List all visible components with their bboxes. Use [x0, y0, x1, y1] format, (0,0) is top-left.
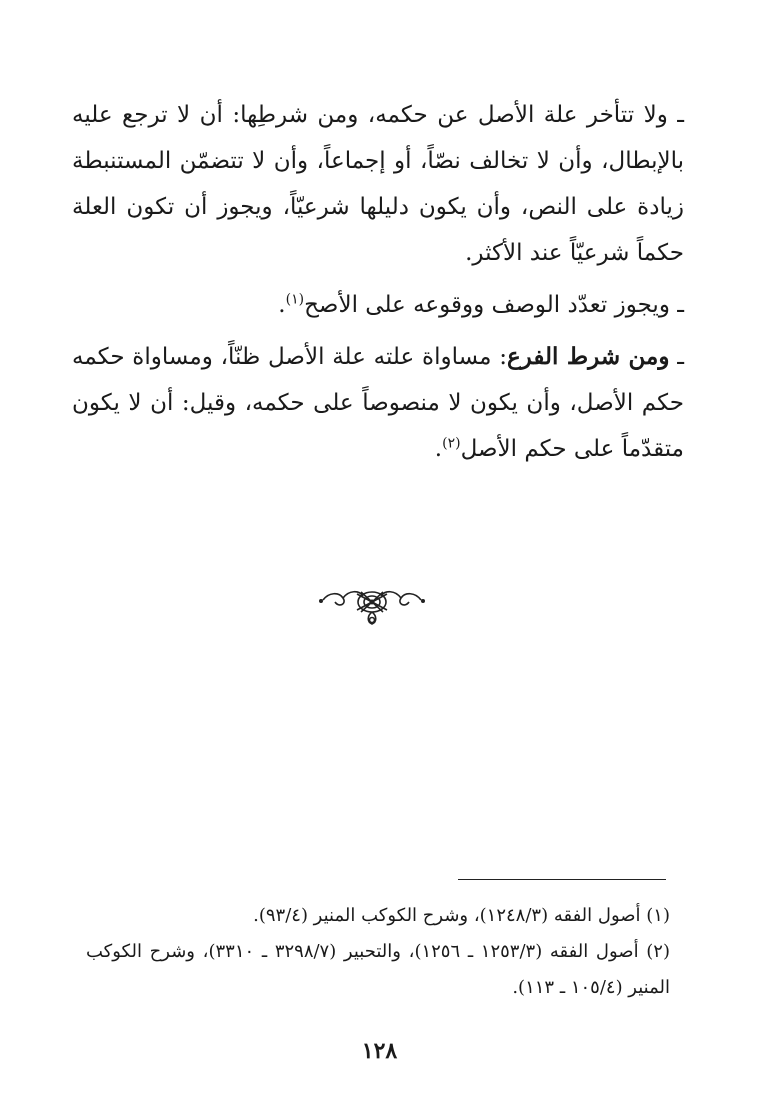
main-text	[72, 92, 684, 472]
paragraph-1: ـ ولا تتأخر علة الأصل عن حكمه، ومن شرطِها: أن لا ترجع عليه بالإبطال، وأن لا تخالف نصّاً، أو إجماعاً، وأن لا تتضمّن المستنبطة زيادة على النص، وأن يكون دليلها شرعيّاً، ويجوز أن تكون العلة حكماً شرعيّاً عند الأكثر.	[72, 102, 684, 266]
paragraph-3-text: : مساواة علته علة الأصل ظنّاً، ومساواة حكمه حكم الأصل، وأن يكون لا منصوصاً على حكمه، وقيل: أن لا يكون متقدّماً على حكم الأصل	[72, 344, 684, 462]
paragraph-3-end: .	[434, 436, 443, 462]
footnote-separator	[458, 879, 666, 880]
paragraph-3-lead: ـ	[669, 344, 685, 370]
footnote-ref-2[interactable]: (٢)	[442, 435, 461, 452]
paragraph-2-end: .	[278, 292, 286, 318]
paragraph-2	[72, 282, 684, 328]
footnote-2: (٢) أصول الفقه (١٢٥٣/٣ ـ ١٢٥٦)، والتحبير (٣٢٩٨/٧ ـ ٣٣١٠)، وشرح الكوكب المنير (١٠٥/٤ ـ ١١٣).	[86, 941, 670, 998]
footnote-ref-1[interactable]: (١)	[285, 291, 305, 308]
page-number: ١٢٨	[361, 1038, 398, 1064]
paragraph-2-text: ـ ويجوز تعدّد الوصف ووقوعه على الأصح	[304, 292, 684, 318]
paragraph-3	[72, 334, 684, 472]
ornament-divider-icon	[317, 580, 427, 628]
footnote-1: (١) أصول الفقه (١٢٤٨/٣)، وشرح الكوكب المنير (٩٣/٤).	[253, 905, 670, 926]
paragraph-3-heading: ومن شرط الفرع	[506, 343, 670, 370]
footnotes	[86, 898, 670, 1006]
